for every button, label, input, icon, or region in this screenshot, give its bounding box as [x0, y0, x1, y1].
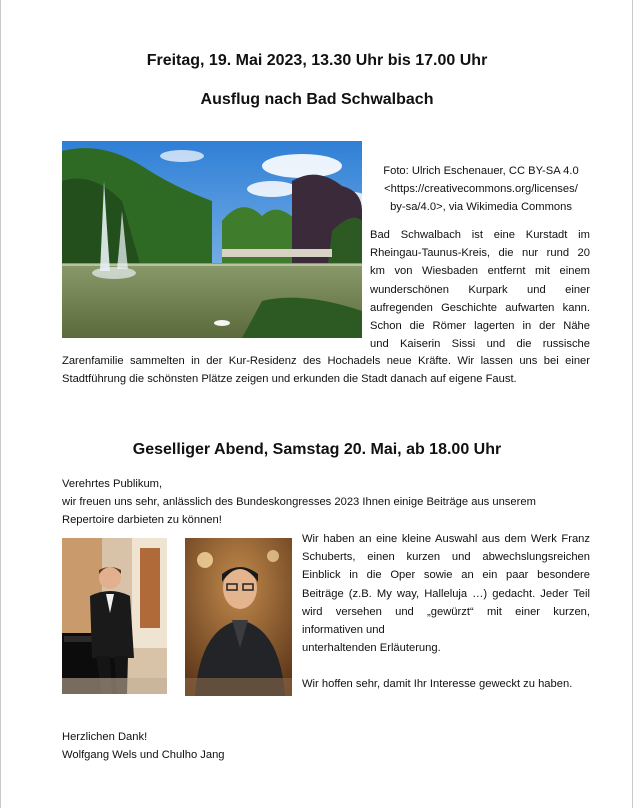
text-line: wird versehen und „gewürzt“ mit einer kurzen,	[302, 605, 590, 618]
credit-line: Foto: Ulrich Eschenauer, CC BY-SA 4.0	[383, 165, 579, 177]
text-line: Schuberts, einen kurzen und abwechslungsreichen	[302, 551, 590, 564]
text-line: und Kaiserin Sissi und die russische	[370, 338, 590, 351]
photo-credit	[372, 162, 590, 217]
credit-line: <https://creativecommons.org/licenses/	[384, 183, 578, 196]
text-line: aufregenden Geschichte aufwarten kann.	[370, 301, 590, 314]
performer-photo-jang	[185, 538, 292, 696]
event1-subheading: Ausflug nach Bad Schwalbach	[200, 91, 434, 108]
kurpark-photo	[62, 141, 362, 338]
event1-text-right	[370, 226, 590, 353]
event1-text-full	[62, 352, 590, 388]
text-line: km von Wiesbaden entfernt mit einem	[370, 265, 590, 278]
text-line: wir freuen uns sehr, anlässlich des Bundeskongresses 2023 Ihnen einige Beiträge aus unserem	[62, 496, 536, 509]
text-line: Wir haben an eine kleine Auswahl aus dem Werk Franz	[302, 533, 590, 545]
text-line: Zarenfamilie sammelten in der Kur-Residenz des Hochadels neue Kräfte. Wir lassen uns bei einer	[62, 355, 590, 367]
credit-line: by-sa/4.0>, via Wikimedia Commons	[390, 201, 572, 214]
text-line: informativen und	[302, 624, 385, 637]
text-line: Beiträge (z.B. My way, Halleluja …) gedacht. Jeder Teil	[302, 587, 590, 600]
thanks-line: Herzlichen Dank!	[62, 731, 148, 743]
text-line: Stadtführung die schönsten Plätze zeigen und erkunden die Stadt danach auf eigene Faust.	[62, 373, 517, 386]
performer-photo-wels	[62, 538, 167, 694]
text-line: wunderschönen Kurpark und einer	[370, 283, 590, 296]
signature-line: Wolfgang Wels und Chulho Jang	[62, 749, 225, 761]
event2-heading: Geselliger Abend, Samstag 20. Mai, ab 18.00 Uhr	[132, 441, 502, 458]
text-line: Bad Schwalbach ist eine Kurstadt im	[370, 229, 590, 241]
event2-closing: Wir hoffen sehr, damit Ihr Interesse geweckt zu haben.	[302, 678, 573, 690]
text-line: Verehrtes Publikum,	[62, 478, 163, 490]
text-line: Schon die Römer lagerten in der Nähe	[370, 320, 590, 333]
event2-body	[302, 530, 590, 657]
text-line: Repertoire darbieten zu können!	[62, 514, 222, 527]
text-line: Einblick in die Oper sowie an ein paar besondere	[302, 569, 590, 582]
event1-heading: Freitag, 19. Mai 2023, 13.30 Uhr bis 17.00 Uhr	[146, 52, 488, 69]
event2-intro	[62, 475, 590, 530]
text-line: unterhaltenden Erläuterung.	[302, 642, 441, 655]
text-line: Rheingau-Taunus-Kreis, die nur rund 20	[370, 247, 590, 260]
